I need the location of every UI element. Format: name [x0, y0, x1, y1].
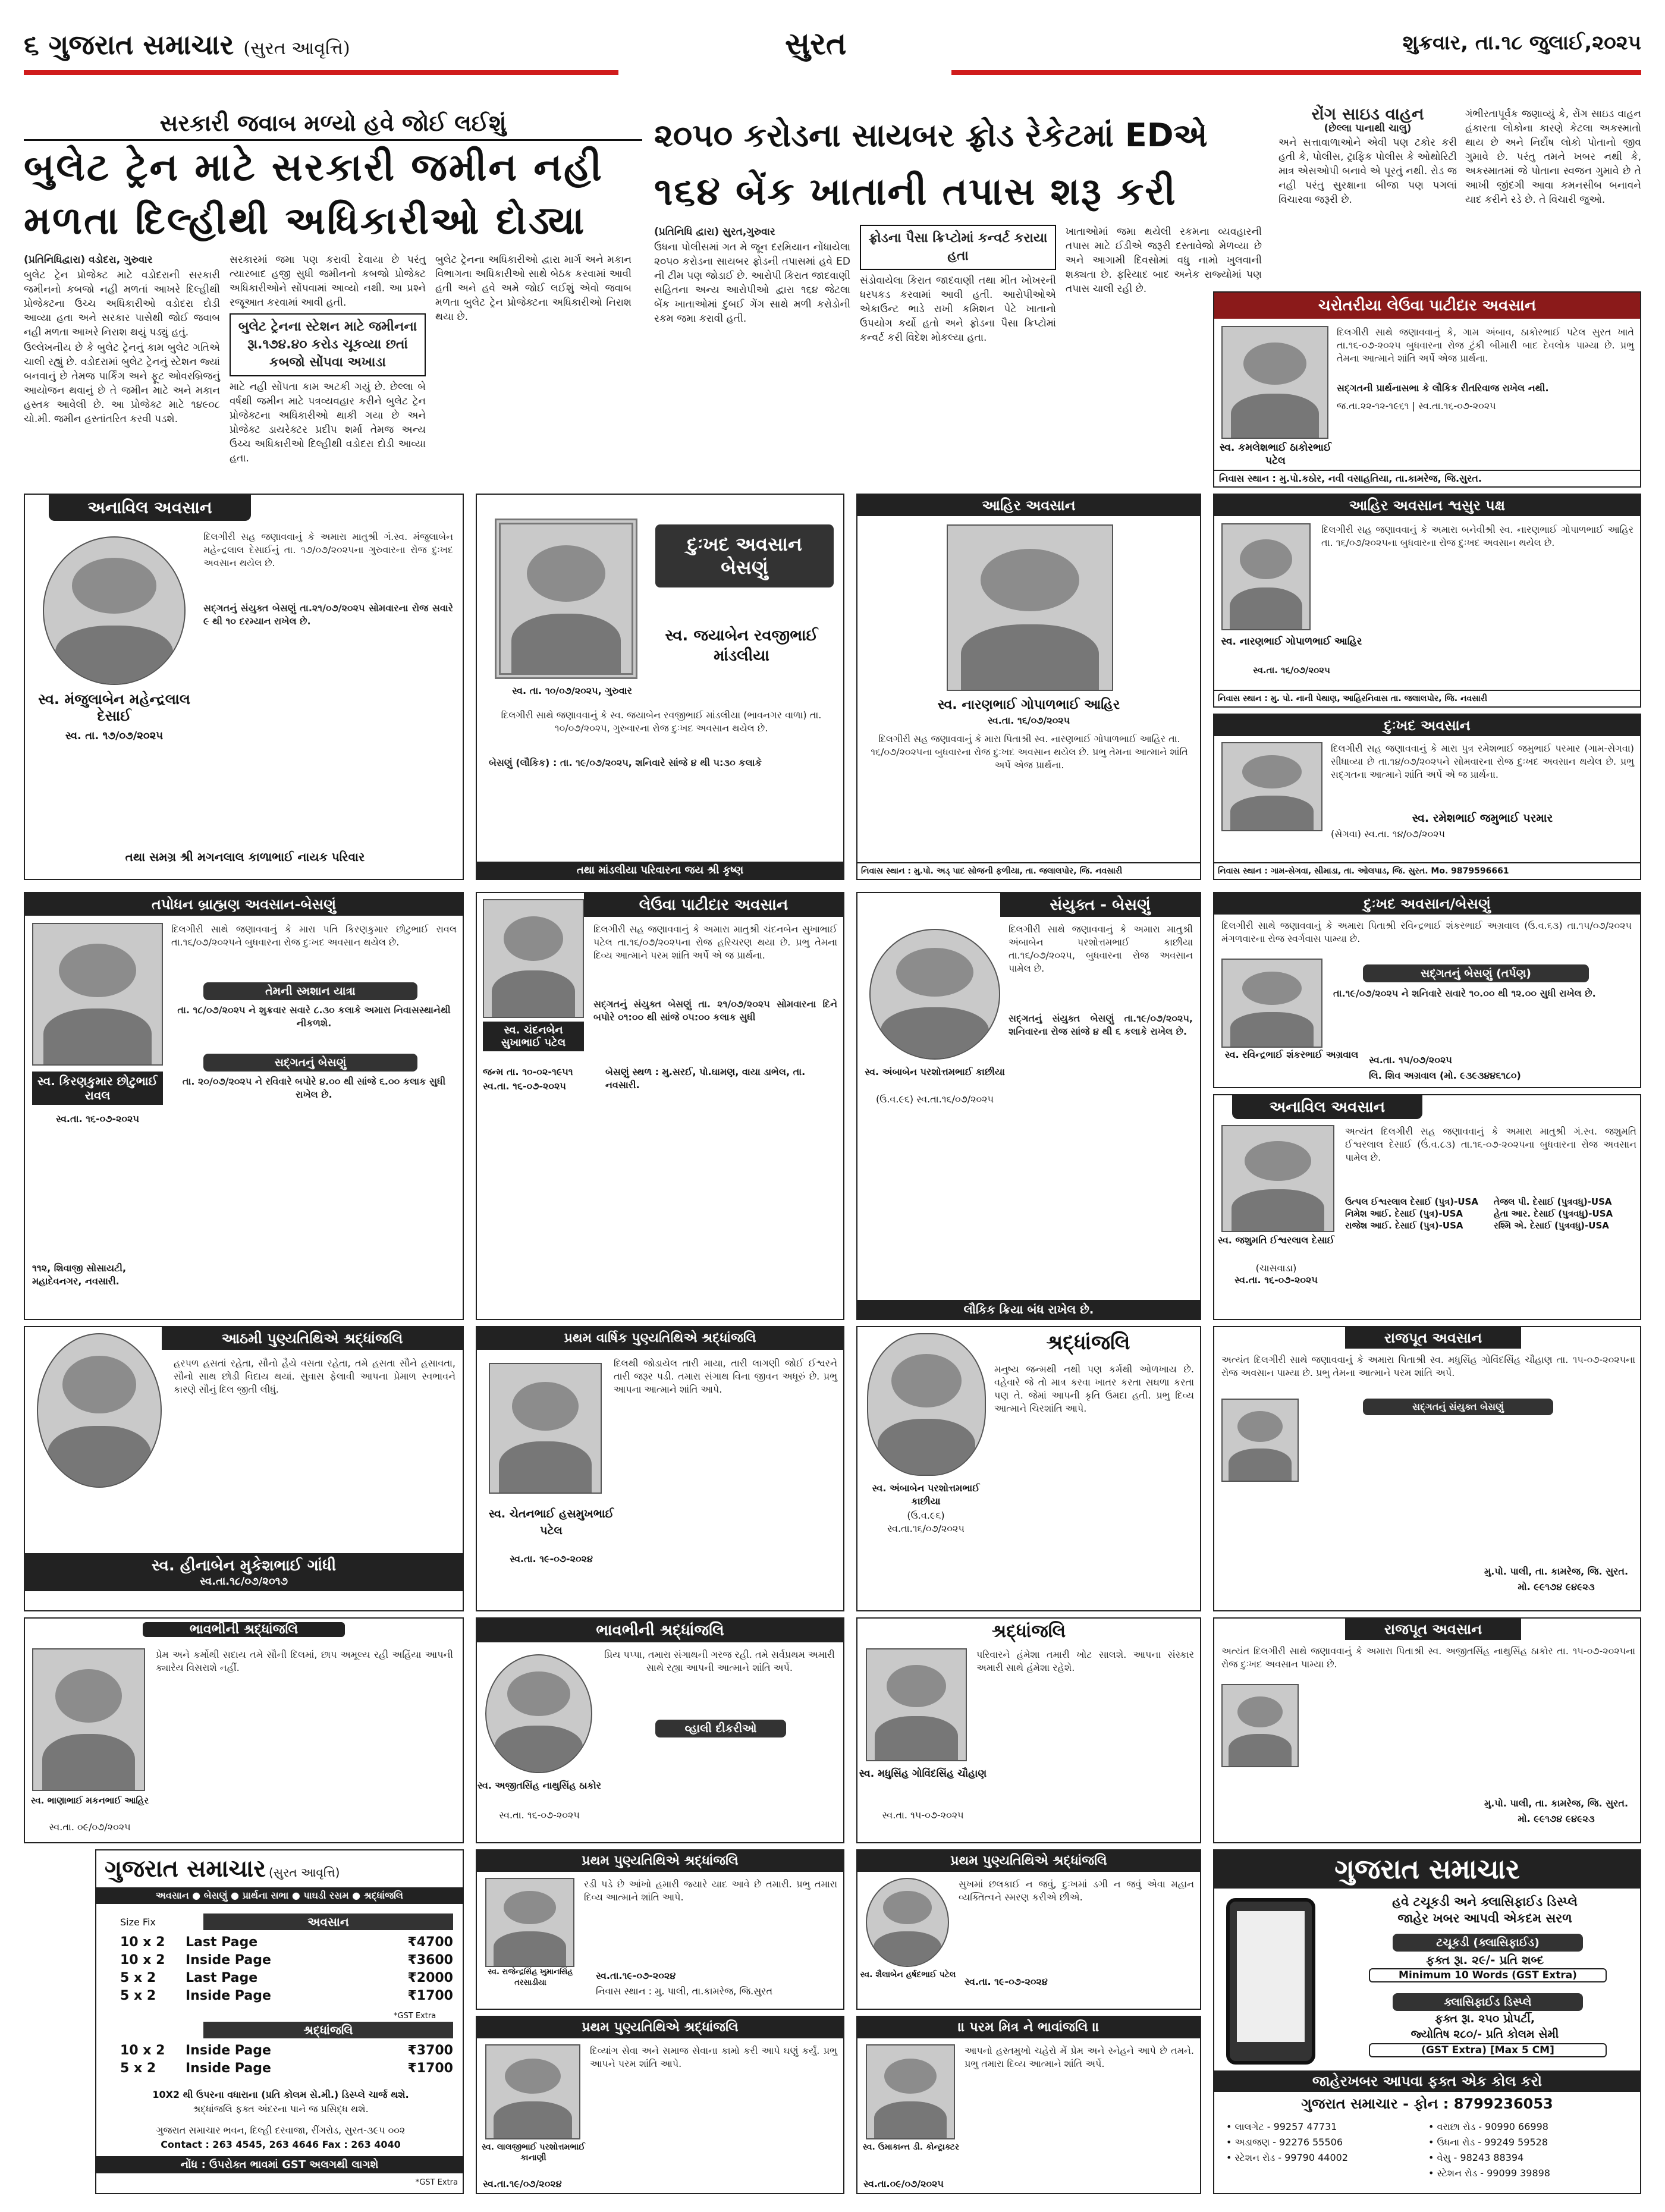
ad-title: અનાવિલ અવસાન — [49, 495, 251, 521]
dod: સ્વ.તા.૧૬/૦૭/૨૦૨૫ — [887, 1523, 965, 1534]
byline: (પ્રતિનિધિ દ્વારા) સુરત,ગુરુવાર — [654, 226, 775, 238]
page-number: ૬ — [24, 29, 39, 61]
rate-size: 10 x 2 — [120, 1935, 165, 1950]
dod: સ્વ.તા. ૧૫/૦૭/૨૦૨૫ — [1369, 1054, 1452, 1066]
phone-number[interactable]: 8799236053 — [1453, 2095, 1553, 2112]
place: (સેગવા) — [1331, 828, 1362, 840]
ad-title: દુઃખદ અવસાન બેસણું — [655, 524, 834, 587]
dod: સ્વ.તા. ૧૬-૦૭-૨૦૨૫ — [56, 1113, 139, 1124]
sabha-text: તા.૧૯/૦૭/૨૦૨૫ ને શનિવારે સવારે ૧૦.૦૦ થી ૧૨.૦૦ સુધી રાખેલ છે. — [1333, 988, 1596, 999]
family-member: હેતા આર. દેસાઈ (પુત્રવધુ)-USA — [1494, 1208, 1613, 1219]
ad-rajput-1 — [1213, 1326, 1641, 1611]
deceased-name: સ્વ. રવિન્દ્રભાઈ શંકરભાઈ અગ્રવાલ — [1224, 1049, 1359, 1060]
rate-table-obituary — [120, 1934, 453, 2005]
portrait-photo — [866, 2044, 955, 2139]
rate-card-sub: અવસાન ● બેસણું ● પ્રાર્થના સભા ● પાઘડી રસમ ● શ્રદ્ધાંજલિ — [96, 1887, 463, 1904]
dod: સ્વ.તા. ૧૬/૦૭/૨૦૨૫ — [1253, 665, 1330, 675]
story-para: બુલેટ ટ્રેન પ્રોજેક્ટ માટે વડોદરાની સરકારી જમીનનો કબજો નહી મળતાં આખરે દિલ્હીથી પ્રોજેક્ટના ઉચ્ચ અધિકારીઓ વડોદરા દોડી આવ્યા હતા અને સરકાર પાસેથી જોઈ જવાબ નહી મળતા આખરે નિરાશ થયું પડ્યું હતું. — [24, 269, 220, 338]
ad-kiran — [24, 892, 464, 1320]
ad-text: દિલગીરી સહ જણાવવાનું કે મારા પિતાશ્રી સ્વ. નારણભાઈ ગોપાળભાઈ આહિર તા. ૧૬/૦૭/૨૦૨૫ના બુધવારના રોજ દુઃખદ અવસાન થયેલ છે. પ્રભુ તેમના આત્માને શાંતિ અર્પે એજ પ્રાર્થના. — [871, 733, 1188, 771]
ad-text: દિલગીરી સાથે જણાવવાનું કે મારા પતિ કિરણકુમાર છોટુભાઈ રાવલ તા.૧૬/૦૭/૨૦૨૫ને બુધવારના રોજ દુઃખદ અવસાન થયેલ છે. — [171, 923, 457, 948]
ad-text: દિલગીરી સહ જણાવવાનું કે મારા પુત્ર રમેશભાઈ જમુભાઈ પરમાર (ગામ-સેગવા) સીધાવ્યા છે તા.૧૪/૦૭/૨૦૨૫ને સોમવારના રોજ દુઃખદ અવસાન થયેલ છે. પ્રભુ સદ્‌ગતના આત્માને શાંતિ અર્પે એ જ પ્રાર્થના. — [1331, 743, 1634, 780]
rate-page: Last Page — [186, 1971, 258, 1985]
rate-table-tribute — [120, 2042, 453, 2078]
dod: સ્વ. તા. ૧૦/૦૭/૨૦૨૫, ગુરુવાર — [512, 685, 632, 696]
story-para: સંડોવાયેલા કિરાત જાદવાણી તથા મીત ખોખરની ધરપકડ કરવામાં આવી હતી. આરોપીઓએ એકાઉન્ટ ભાડે રાખી કમિશન પેટે ખાતાનો ઉપયોગ કર્યો હતો અને ફ્રોડના પૈસા ક્રિપ્ટોમાં કન્વર્ટ કરી વિદેશ મોકલ્યા હતા. — [860, 275, 1056, 344]
ad-title: ભાવભીની શ્રદ્ધાંજલિ — [477, 1619, 843, 1642]
dob: જ.તા.૨૨-૧૨-૧૯૬૧ — [1337, 400, 1409, 411]
ad-text: દિલગીરી સહ જણાવવાનું કે અમારા બનેવીશ્રી સ્વ. નારણભાઈ ગોપાળભાઈ આહિર તા. ૧૬/૦૭/૨૦૨૫ના બુધવારના રોજ દુઃખદ અવસાન થયેલ છે. — [1321, 524, 1633, 548]
rate-size: 5 x 2 — [120, 1988, 156, 2003]
headline-2: ૧૬૪ બેંક ખાતાની તપાસ શરૂ કરી — [654, 170, 1177, 214]
rate-row — [120, 2060, 453, 2078]
portrait-photo — [485, 1654, 592, 1773]
story-para: માટે નહી સોંપતા કામ અટકી ગયું છે. છેલ્લા બે વર્ષથી જમીન માટે પત્રવ્યવહાર કરીને બુલેટ ટ્રેન પ્રોજેક્ટના અધિકારીઓ થાકી ગયા છે અને પ્રોજેક્ટ ડાયરેક્ટર પ્રદીપ શર્મા તેમજ અન્ય ઉચ્ચ અધિકારીઓ દિલ્હીથી વડોદરા દોડી આવ્યા હતા. — [230, 381, 426, 464]
rate-note: 10X2 થી ઉપરના વધારાના (પ્રતિ કોલમ સે.મી.) ડિસ્પ્લે ચાર્જ થશે. — [152, 2089, 409, 2100]
story-para: ખાતાઓમાં જમા થયેલી રકમના વ્યવહારની તપાસ માટે ઈડીએ જરૂરી દસ્તાવેજો મેળવ્યા છે અને આગામી દિવસોમાં વધુ નામો ખુલવાની શક્યતા છે. ફરિયાદ બાદ અનેક રાજ્યોમાં પણ તપાસ ચાલી રહી છે. — [1066, 226, 1262, 295]
family-line: તથા સમગ્ર શ્રી મગનલાલ કાળાભાઈ નાયક પરિવાર — [125, 850, 365, 864]
ad-madhusinh — [856, 1617, 1201, 1843]
deceased-name: સ્વ. કિરણકુમાર છોટુભાઈ રાવલ — [32, 1072, 163, 1105]
ad-madhu-shraddhanjali — [856, 1326, 1201, 1611]
sabha-text: સદ્‌ગતનું સંયુક્ત બેસણું તા.૧૯/૦૭/૨૦૨૫, શનિવારના રોજ સાંજે ૪ થી ૬ કલાકે રાખેલ છે. — [1009, 1013, 1193, 1037]
dod: સ્વ.તા.૧૬/૦૭/૨૦૨૫ — [916, 1094, 994, 1105]
ad-shaila — [856, 1849, 1201, 2010]
dod: સ્વ.તા. ૦૯/૦૭/૨૦૨૫ — [49, 1821, 131, 1833]
rate-row — [120, 1934, 453, 1952]
classified-ad — [1213, 1849, 1641, 2194]
rate-contact: Contact : 263 4545, 263 4646 Fax : 263 4040 — [161, 2139, 401, 2150]
rate-page: Inside Page — [186, 1953, 271, 1968]
portrait-photo — [485, 1878, 574, 1967]
rate-page: Inside Page — [186, 2061, 271, 2076]
address: નિવાસ સ્થાન : ગામ-સેગવા, સીમાડા, તા. ઓલપાડ, જિ. સુરત. Mo. 9879596661 — [1214, 862, 1640, 879]
deceased-name: સ્વ. ભાણાભાઈ મકનભાઈ આહિર — [30, 1795, 149, 1806]
ad-title: શ્રદ્ધાંજલિ — [1046, 1331, 1130, 1355]
place: (ચાસવાડા) — [1255, 1262, 1297, 1274]
rate-size: 5 x 2 — [120, 2061, 156, 2076]
sabha-label: સદ્‌ગતનું સંયુક્ત બેસણું — [1363, 1399, 1553, 1415]
classified-type: ટચૂકડી (ક્લાસિફાઈડ) — [1393, 1934, 1583, 1952]
ad-title: શ્રદ્ધાંજલિ — [991, 1621, 1066, 1642]
portrait-photo — [483, 899, 584, 1018]
portrait-photo — [866, 1648, 967, 1761]
rate-card-paper: ગુજરાત સમાચાર — [105, 1855, 266, 1883]
story-para: બુલેટ ટ્રેનના અધિકારીઓ દ્વારા માર્ગ અને મકાન વિભાગના અધિકારીઓ સાથે બેઠક કરવામાં આવી હતી અને હવે અમે જોઈ લઈશું એવો જવાબ મળતા બુલેટ ટ્રેન પ્રોજેક્ટના અધિકારીઓ નિરાશ થયા છે. — [435, 254, 632, 323]
ad-title: દુઃખદ અવસાન — [1214, 715, 1640, 736]
inset-box: ફ્રોડના પૈસા ક્રિપ્ટોમાં કન્વર્ટ કરાયા હતા — [860, 225, 1056, 270]
ad-title: આઠમી પુણ્યતિથિએ શ્રદ્ધાંજલિ — [162, 1327, 463, 1350]
ad-title: દુઃખદ અવસાન/બેસણું — [1214, 893, 1640, 915]
deceased-name: સ્વ. કમલેશભાઈ ઠાકોરભાઈ પટેલ — [1219, 442, 1332, 467]
address: નિવાસ સ્થાન : મુ. પાલી, તા.કામરેજ, જિ.સુરત — [596, 1985, 773, 1997]
deceased-name: સ્વ. ચેતનભાઈ હસમુખભાઈ પટેલ — [488, 1507, 614, 1537]
address: મુ.પો. પાલી, તા. કામરેજ, જિ. સુરત. — [1484, 1566, 1629, 1577]
ad-title: આહિર અવસાન શ્વસુર પક્ષ — [1214, 495, 1640, 516]
yatra-label: તેમની સ્મશાન યાત્રા — [203, 982, 417, 1000]
ad-text: દિવ્યાંગ સેવા અને સમાજ સેવાના કામો કરી આપે ઘણું કર્યું. પ્રભુ આપને પરમ શાંતિ આપે. — [590, 2045, 837, 2069]
ad-umakant — [856, 2016, 1201, 2194]
classified-gst: (GST Extra) [Max 5 CM] — [1369, 2043, 1607, 2057]
deceased-name: સ્વ. ઉમાકાન્ત ડી. કોન્ટ્રાક્ટર — [862, 2142, 960, 2152]
sabha-label: સદ્‌ગતનું બેસણું (તર્પણ) — [1363, 964, 1589, 982]
rate-note: શ્રદ્ધાંજલિ ફક્ત અંદરના પાને જ પ્રસિદ્ધ થશે. — [193, 2103, 369, 2114]
ad-text: દિલથી જોડાયેલ તારી માયા, તારી લાગણી જોઈ ઈશ્વરને તારી જરૂર પડી. તમારા સંગાથ વિના જીવન અધૂરું છે. પ્રભુ આપના આત્માને શાંતિ આપે. — [614, 1358, 837, 1395]
dod: સ્વ.તા.૧૯-૦૭-૨૦૨૪ — [596, 1970, 676, 1981]
list-heading: વ્હાલી દીકરીઓ — [655, 1720, 786, 1737]
rate-card-edition: (સુરત આવૃત્તિ) — [268, 1865, 340, 1880]
classified-line: જાહેર ખબર આપવી એકદમ સરળ — [1397, 1911, 1572, 1925]
classified-rate: ફક્ત રૂા. ૨૫૦ પ્રોપર્ટી, — [1434, 2012, 1535, 2025]
rate-price: ₹1700 — [407, 2061, 453, 2076]
inset-box: બુલેટ ટ્રેનના સ્ટેશન માટે જમીનના રૂા.૧૭૪.૪૦ કરોડ ચૂકવ્યા છતાં કબજો સોંપવા અખાડા — [230, 313, 426, 376]
portrait-photo — [37, 1333, 162, 1488]
ad-text: દિલગીરી સહ જણાવવાનું કે અમારા માતુશ્રી ચંદનબેન સુખાભાઈ પટેલ તા.૧૬/૦૭/૨૦૨૫ના રોજ હરિચરણ થયા છે. પ્રભુ તેમના દિવ્ય આત્માને પરમ શાંતિ અર્પે એ જ પ્રાર્થના. — [593, 923, 837, 961]
dob: જન્મ તા. ૧૦-૦૨-૧૯૫૧ — [483, 1066, 573, 1077]
address: બેસણું સ્થળ : મુ.સરઈ, પો.ઘામણ, વાયા ડાભેલ, તા. નવસારી. — [605, 1066, 806, 1091]
address: નિવાસ સ્થાન : મુ. પો. નાની પેથાણ, આહિરનિવાસ તા. જલાલપોર, જિ. નવસારી — [1214, 690, 1640, 706]
rate-row — [120, 1987, 453, 2005]
section-heading: અવસાન — [203, 1913, 453, 1930]
ad-rajendra — [476, 1849, 844, 2010]
portrait-photo — [43, 536, 186, 685]
ad-ahir-2 — [1213, 494, 1641, 708]
classified-rate: ફક્ત રૂા. ૨૯/- પ્રતિ શબ્દ — [1426, 1953, 1544, 1967]
portrait-photo — [866, 1878, 949, 1967]
headline-2: મળતા દિલ્હીથી અધિકારીઓ દોડ્યા — [24, 199, 586, 243]
portrait-photo — [947, 524, 1113, 691]
story-para: ગંભીરતાપૂર્વક જણાવ્યું કે, રોંગ સાઇડ વાહન હંકારતા લોકોના કારણે કેટલા અકસ્માતો થાય છે અને નિર્દોષ લોકો પોતાનો જીવ ગુમાવે છે. પરંતુ તમને ખબર નથી કે, અકસ્માતમાં જે પોતાના સ્વજન ગુમાવે છે તે આખી જીંદગી આવા કમનસીબ બનાવને યાદ કરીને રડે છે. તે વિચારી જુઓ. — [1465, 108, 1641, 206]
portrait-photo — [1221, 959, 1322, 1048]
age: (ઉ.વ.૯૬) — [875, 1094, 914, 1105]
dod: સ્વ.તા. ૧૫-૦૭-૨૦૨૫ — [882, 1809, 964, 1821]
agent-contact: • સ્ટેશન રોડ - 99099 39898 — [1428, 2167, 1550, 2179]
deceased-name: સ્વ. હીનાબેન મુકેશભાઈ ગાંધી — [151, 1557, 337, 1575]
family-member: રશ્મિ એ. દેસાઈ (પુત્રવધુ)-USA — [1494, 1220, 1609, 1231]
size-fix-label: Size Fix — [120, 1916, 156, 1928]
rate-page: Last Page — [186, 1935, 258, 1950]
ad-text: હરપળ હસતાં રહેતા, સૌનો હૈયે વસતા રહેતા, તમે હસતા સૌને હસાવતા, સૌનો સાથ છોડી વિદાય થયાં. સુવાસ ફેલાવી આપના પ્રેમાળ સ્વભાવને કારણે સૌનું દિલ જીતી લીધું. — [174, 1358, 455, 1395]
ad-text: દિલગીરી સાથે જણાવવાનું કે અમારા માતુશ્રી અંબાબેન પરશોત્તમભાઈ કાછીયા તા.૧૬/૦૭/૨૦૨૫, બુધવારના રોજ અવસાન પામેલ છે. — [1009, 923, 1193, 974]
deceased-name: સ્વ. નારણભાઈ ગોપાળભાઈ આહિર — [937, 697, 1120, 712]
besanu-text: બેસણું (લૌકિક) : તા. ૧૯/૦૭/૨૦૨૫, શનિવારે સાંજે ૪ થી ૫:૩૦ કલાકે — [489, 757, 762, 768]
deceased-name: સ્વ. જશુમતિ ઈશ્વરલાલ દેસાઈ — [1217, 1234, 1335, 1246]
deceased-name: સ્વ. અંબાબેન પરશોત્તમભાઈ કાછીયા — [872, 1482, 980, 1507]
address: નિવાસ સ્થાન : મુ.પો. અડ્‌ પાદ સોજની ફળીયા, તા. જલાલપોર, જિ. નવસારી — [857, 862, 1200, 879]
classified-min: Minimum 10 Words (GST Extra) — [1369, 1968, 1607, 1982]
deceased-name: સ્વ. શૈલાબેન હર્ષદભાઈ પટેલ — [860, 1970, 956, 1980]
ad-text: આપનો હસ્તમુખો ચહેરો મેં પ્રેમ અને સ્નેહને આપે છે તમને. પ્રભુ તમારા દિવ્ય આત્માને શાંતિ અર્પે. — [965, 2045, 1194, 2069]
date: શુક્રવાર, તા.૧૮ જુલાઈ,૨૦૨૫ — [1402, 31, 1641, 55]
rate-footer: નોંધ : ઉપરોક્ત ભાવમાં GST અલગથી લાગશે — [96, 2156, 463, 2173]
ad-title: આહિર અવસાન — [857, 495, 1200, 516]
dod: સ્વ.તા. ૧૯-૦૭-૨૦૨૪ — [510, 1553, 593, 1564]
story-wrong-side — [1278, 104, 1641, 285]
dod: સ્વ.તા. ૧૬-૦૭-૨૦૨૫ — [483, 1080, 566, 1092]
footer-note: લૌકિક ક્રિયા બંધ રાખેલ છે. — [857, 1300, 1200, 1319]
agent-contact: • લાલગેટ - 99257 47731 — [1226, 2121, 1337, 2132]
rate-card — [95, 1849, 464, 2194]
agent-contact: • સ્ટેશન રોડ - 99790 44002 — [1226, 2152, 1348, 2163]
story-para: સરકારમાં જમા પણ કરાવી દેવાયા છે પરંતુ ત્યારબાદ હજી સુધી જમીનનો કબજો પ્રોજેક્ટ અધિકારીઓને સોંપવામાં આવ્યો નથી. આ પ્રશ્ને રજૂઆત કરવામાં આવી હતી. — [230, 254, 426, 309]
story-para: ઉલ્લેખનીય છે કે બુલેટ ટ્રેનનું કામ બુલેટ ગતિએ ચાલી રહ્યું છે. વડોદરામાં બુલેટ ટ્રેનનું સ્ટેશન જ્યાં બનવાનું છે તેમજ પાર્કિંગ અને ફૂટ ઓવરબ્રિજનું આયોજન થવાનું છે તે જમીન માટે અને મકાન હસ્તક આવેલી છે. આ પ્રોજેક્ટ માટે ૧૪૯૦૮ ચો.મી. જમીન હસ્તાંતરિત કરવી પડશે. — [24, 342, 220, 425]
portrait-photo — [1221, 1399, 1299, 1482]
yatra-text: તા. ૧૮/૦૭/૨૦૨૫ ને શુક્રવાર સવારે ૮.૩૦ કલાકે અમારા નિવાસસ્થાનેથી નીકળશે. — [177, 1004, 451, 1029]
ad-title: લેઉવા પાટીદાર અવસાન — [584, 893, 843, 917]
agent-row — [1226, 2135, 1631, 2150]
ad-ajit — [476, 1617, 844, 1843]
dod: સ્વ. તા. ૧૭/૦૭/૨૦૨૫ — [65, 730, 164, 742]
rate-price: ₹4700 — [407, 1935, 453, 1950]
rate-price: ₹3700 — [407, 2043, 453, 2058]
deceased-name: સ્વ. રાજેન્દ્રસિંહ ખુમાનસિંહ તરસાડીયા — [488, 1968, 573, 1987]
byline: (પ્રતિનિધિદ્વારા) વડોદરા, ગુરુવાર — [24, 254, 153, 266]
kicker: સરકારી જવાબ મળ્યો હવે જોઈ લઈશું — [24, 107, 642, 141]
rate-price: ₹2000 — [407, 1971, 453, 1985]
phone-icon — [1226, 1898, 1315, 2065]
ad-anavil-1 — [24, 494, 464, 880]
ad-text: દિલગીરી સાથે જણાવવાનું કે સ્વ. જયાબેન રવજીભાઈ માંડલીયા (ભાવનગર વાળા) તા. ૧૦/૦૭/૨૦૨૫, ગુરુવારના રોજ દુઃખદ અવસાન થયેલ છે. — [501, 709, 822, 734]
deceased-name: સ્વ. અંબાબેન પરશોત્તમભાઈ કાછીયા — [865, 1066, 1005, 1077]
classified-type: ક્લાસિફાઈડ ડિસ્પ્લે — [1393, 1993, 1583, 2011]
rate-size: 5 x 2 — [120, 1971, 156, 1985]
portrait-photo — [867, 1333, 986, 1476]
phone-label: ગુજરાત સમાચાર - ફોન : — [1301, 2095, 1449, 2112]
call-banner: જાહેરખબર આપવા ફક્ત એક કોલ કરો — [1214, 2070, 1640, 2092]
portrait-photo — [495, 519, 637, 679]
kids-list — [1345, 1196, 1636, 1231]
ad-title: ॥ પરમ મિત્ર ને ભાવાંજલિ ॥ — [857, 2017, 1200, 2038]
dod: સ્વ.તા.૧૯/૦૭/૨૦૨૪ — [483, 2178, 562, 2189]
rate-row — [120, 2042, 453, 2060]
agent-list — [1226, 2119, 1631, 2181]
ad-title: પ્રથમ પુણ્યતિથિએ શ્રદ્ધાંજલિ — [477, 2017, 843, 2038]
contact: મો. ૯૯૧૭૪ ૯૪૯૨૩ — [1518, 1581, 1595, 1592]
portrait-photo — [1221, 1684, 1299, 1767]
besanu-text: તા. ૨૦/૦૭/૨૦૨૫ ને રવિવારે બપોરે ૪.૦૦ થી સાંજે ૬.૦૦ કલાક સુધી રાખેલ છે. — [182, 1076, 446, 1100]
ad-title: પ્રથમ વાર્ષિક પુણ્યતિથિએ શ્રદ્ધાંજલિ — [477, 1327, 843, 1350]
contact: લિ. શિવ અગ્રવાલ (મો. ૯૩૯૩૪૪૬૧૮૦) — [1369, 1070, 1521, 1081]
deceased-name: સ્વ. ચંદનબેન સુખાભાઈ પટેલ — [483, 1022, 584, 1051]
deceased-name: સ્વ. રમેશભાઈ જમુભાઈ પરમાર — [1412, 812, 1553, 825]
ad-text: દિલગીરી સાથે જણાવવાનું કે, ગામ અંબાવ, ઠાકોરભાઈ પટેલ સુરત ખાતે તા.૧૬-૦૭-૨૦૨૫ બુધવારના રોજ ટુંકી બીમારી બાદ દેવલોક પામ્યા છે. પ્રભુ તેમના આત્માને શાંતિ અર્પે એજ પ્રાર્થના. — [1337, 326, 1634, 364]
rate-row — [120, 1952, 453, 1969]
deceased-name: સ્વ. મંજુલાબેન મહેન્દ્રલાલ દેસાઈ — [38, 691, 190, 724]
masthead — [24, 24, 1641, 107]
deceased-name: સ્વ. અજીતસિંહ નાથુસિંહ ઠાકોર — [477, 1780, 601, 1791]
ad-chandan — [476, 892, 844, 1320]
headline-1: બુલેટ ટ્રેન માટે સરકારી જમીન નહી — [24, 146, 604, 190]
rate-size: 10 x 2 — [120, 2043, 165, 2058]
agent-contact: • ઉધના રોડ - 99249 59528 — [1428, 2136, 1548, 2148]
dod: સ્વ.તા. ૧૬-૦૭-૨૦૨૫ — [1234, 1274, 1318, 1286]
portrait-photo — [32, 923, 163, 1066]
gst-note: *GST Extra — [415, 2178, 458, 2187]
rate-address: ગુજરાત સમાચાર ભવન, દિલ્હી દરવાજા, રીંગરોડ, સુરત-૩૯૫ ૦૦૨ — [156, 2125, 406, 2136]
agent-row — [1226, 2166, 1631, 2181]
gst-note: *GST Extra — [394, 2012, 436, 2021]
ad-title: પ્રથમ પુણ્યતિથિએ શ્રદ્ધાંજલિ — [477, 1850, 843, 1872]
masthead-rule — [24, 70, 618, 75]
ad-lalu — [476, 2016, 844, 2194]
rate-size: 10 x 2 — [120, 1953, 165, 1968]
sabha-text: સદ્‌ગતનું સંયુક્ત બેસણું તા.૨૧/૦૭/૨૦૨૫ સોમવારના રોજ સવારે ૯ થી ૧૦ દરમ્યાન રાખેલ છે. — [203, 602, 453, 627]
family-line: તથા માંડલીયા પરિવારના જય શ્રી કૃષ્ણ — [477, 862, 843, 879]
classified-rate: જ્યોતિષ ૨૮૦/- પ્રતિ કોલમ સેમી — [1410, 2028, 1559, 2041]
ad-anavil-2 — [1213, 1094, 1641, 1320]
ad-title: ભાવભીની શ્રદ્ધાંજલિ — [143, 1622, 345, 1637]
ad-rajput-2 — [1213, 1617, 1641, 1843]
ad-text: પરિવારને હંમેશા તમારી ખોટ સાલશે. આપના સંસ્કાર અમારી સાથે હંમેશા રહેશે. — [976, 1649, 1194, 1673]
rate-price: ₹1700 — [407, 1988, 453, 2003]
rate-row — [120, 1969, 453, 1987]
ad-ahir-1 — [856, 494, 1201, 880]
address: નિવાસ સ્થાન : મુ.પો.કઠોર, નવી વસાહતિયા, તા.કામરેજ, જિ.સુરત. — [1214, 470, 1640, 486]
family-member: તેજલ પી. દેસાઈ (પુત્રવધુ)-USA — [1494, 1196, 1612, 1207]
classified-line: હવે ટચૂકડી અને ક્લાસિફાઈડ ડિસ્પ્લે — [1392, 1894, 1578, 1909]
besanu-label: સદ્‌ગતનું બેસણું — [203, 1054, 417, 1072]
rate-price: ₹3600 — [407, 1953, 453, 1968]
agent-contact: • વરાછા રોડ - 90990 66998 — [1428, 2121, 1548, 2132]
agent-contact — [1226, 2166, 1428, 2181]
ad-bhavbhini-1 — [24, 1617, 464, 1843]
rate-page: Inside Page — [186, 2043, 271, 2058]
dod: સ્વ.તા.૦૯/૦૭/૨૦૨૫ — [863, 2178, 944, 2189]
portrait-photo — [485, 2044, 580, 2139]
ad-note: સદ્‌ગતની પ્રાર્થનાસભા કે લૌકિક રીતરિવાજ રાખેલ નથી. — [1337, 382, 1549, 394]
ad-title: રાજપૂત અવસાન — [1345, 1619, 1521, 1640]
ad-amba — [856, 892, 1201, 1320]
story-cyber-fraud — [654, 107, 1267, 476]
dod: સ્વ.તા. ૧૬/૦૭/૨૦૨૫ — [987, 715, 1070, 726]
ad-title: તપોધન બ્રાહ્મણ અવસાન-બેસણું — [25, 893, 463, 916]
dod: સ્વ.તા. ૧૬-૦૭-૨૦૨૫ — [499, 1809, 580, 1821]
dod: સ્વ.તા.૧૬-૦૭-૨૦૨૫ — [1418, 400, 1496, 411]
ad-text: અત્યંત દિલગીરી સાથે જણાવવાનું કે અમારા પિતાશ્રી સ્વ. મધુસિંહ ગોવિંદસિંહ ચૌહાણ તા. ૧૫-૦૭-૨૦૨૫ના રોજ અવસાન પામ્યા છે. પ્રભુ તેમના આત્માને પરમ શાંતિ અર્પે. — [1221, 1354, 1635, 1378]
agent-row — [1226, 2150, 1631, 2166]
family-member: નિમેશ આઈ. દેસાઈ (પુત્ર)-USA — [1345, 1208, 1463, 1219]
ad-jayaben — [476, 494, 844, 880]
classified-paper: ગુજરાત સમાચાર — [1214, 1850, 1640, 1889]
family-member: રાજેશ આઈ. દેસાઈ (પુત્ર)-USA — [1345, 1220, 1463, 1231]
ad-text: અત્યંત દિલગીરી સાથે જણાવવાનું કે અમારા પિતાશ્રી સ્વ. અજીતસિંહ નાથુસિંહ ઠાકોર તા. ૧૫-૦૭-૨૦૨૫ના રોજ દુઃખદ અવસાન પામ્યા છે. — [1221, 1645, 1635, 1670]
ad-title: રાજપૂત અવસાન — [1345, 1327, 1521, 1349]
portrait-photo — [32, 1648, 145, 1791]
ad-title: સંયુક્ત - બેસણું — [1000, 893, 1200, 917]
portrait-photo — [1221, 523, 1311, 630]
ad-text: દિલગીરી સહ જણાવવાનું કે અમારા માતુશ્રી ગં.સ્વ. મંજુલાબેન મહેન્દ્રલાલ દેસાઈનું તા. ૧૭/૦૭/૨૦૨૫ના ગુરુવારના રોજ દુઃખદ અવસાન થયેલ છે. — [203, 531, 453, 568]
story-sub: (છેલ્લા પાનાથી ચાલુ) — [1324, 122, 1412, 134]
section-heading: શ્રદ્ધાંજલિ — [203, 2022, 453, 2038]
portrait-photo — [869, 929, 1000, 1060]
ad-text: પ્રેમ અને કર્મોથી સદાય તમે સૌની દિલમાં, છાપ અમૂલ્ય રહી અહિંયા આપની ક્યારેય વિસરાશે નહીં. — [156, 1649, 453, 1673]
edition: (સુરત આવૃત્તિ) — [243, 38, 350, 59]
ad-ravindra — [1213, 892, 1641, 1088]
address: મુ.પો. પાલી, તા. કામરેજ, જિ. સુરત. — [1484, 1798, 1629, 1809]
ad-text: અત્યંત દિલગીરી સહ જણાવવાનું કે અમારા માતુશ્રી ગં.સ્વ. જશુમતિ ઈશ્વરલાલ દેસાઈ (ઉં.વ.૮૩) તા.૧૬-૦૭-૨૦૨૫ના બુધવારના રોજ અવસાન પામેલ છે. — [1345, 1126, 1636, 1163]
dod: સ્વ.તા. ૧૯-૦૭-૨૦૨૪ — [965, 1976, 1048, 1987]
story-bullet-train — [24, 107, 642, 476]
sabha-text: સદ્‌ગતનું સંયુક્ત બેસણું તા. ૨૧/૦૭/૨૦૨૫ સોમવારના દિને બપોરે ૦૧:૦૦ થી સાંજે ૦૫:૦૦ કલાક સુધી — [593, 998, 837, 1023]
ad-title: ચરોતરીયા લેઉવા પાટીદાર અવસાન — [1214, 293, 1640, 319]
ad-text: સુખમાં છલકાઈ ન જવું, દુઃખમાં ડગી ન જવું એવા મહાન વ્યક્તિત્વને સ્મરણ કરીએ છીએ. — [959, 1878, 1194, 1903]
family-member: ઉત્પલ ઈશ્વરલાલ દેસાઈ (પુત્ર)-USA — [1345, 1196, 1478, 1207]
rate-page: Inside Page — [186, 1988, 271, 2003]
deceased-name: સ્વ. લાલજીભાઈ પરશોત્તમભાઈ કાનાણી — [482, 2142, 585, 2163]
dod: સ્વ.તા. ૧૪/૦૭/૨૦૨૫ — [1364, 828, 1446, 840]
agent-row — [1226, 2119, 1631, 2135]
dod: સ્વ.તા.૧૮/૦૭/૨૦૧૭ — [199, 1575, 288, 1588]
ad-text: દિલગીરી સાથે જણાવવાનું કે અમારા પિતાશ્રી રવિન્દ્રભાઈ શંકરભાઈ અગ્રવાલ (ઉ.વ.૬૩) તા.૧૫/૦૭/૨૦૨૫ મંગળવારના રોજ સ્વર્ગવાસ પામ્યા છે. — [1221, 920, 1632, 944]
address: ૧૧૨, શિવાજી સોસાયટી, મહાદેવનગર, નવસારી. — [32, 1262, 127, 1287]
portrait-photo — [1221, 742, 1322, 831]
ad-text: પ્રિય પપ્પા, તમારા સંગાથની ગરજ રહી. તમે સર્વપ્રથમ અમારી સાથે રહ્યા આપની આત્માને શાંતિ અર્પે. — [604, 1649, 835, 1673]
contact: મો. ૯૯૧૭૪ ૯૪૯૨૩ — [1518, 1813, 1595, 1824]
story-para: અને સત્તાવાળાઓને એવી પણ ટકોર કરી હતી કે, પોલીસ, ટ્રાફિક પોલીસ કે ઓથોરિટી માત્ર એસઓપી બનાવે એ પૂરતું નથી. રોડ જ નહી પરંતુ સુરક્ષાના બીજા પણ પગલાં વિચારવા જરૂરી છે. — [1278, 137, 1457, 206]
story-para: ઉધના પોલીસમાં ગત મે જૂન દરમિયાન નોંધાયેલા ૨૦૫૦ કરોડના સાયબર ફ્રોડની તપાસમાં હવે ED ની ટીમ પણ જોડાઈ છે. આરોપી કિરાત જાદવાણી સહિતના અન્ય આરોપીઓ દ્વારા ૧૬૪ જેટલા બેંક ખાતાઓમાં દુબઈ ગેંગ સાથે મળી કરોડોની રકમ જમા કરાવી હતી. — [654, 241, 850, 325]
portrait-photo — [489, 1363, 602, 1494]
portrait-photo — [1221, 326, 1328, 439]
ad-hina — [24, 1326, 464, 1611]
portrait-photo — [1221, 1125, 1334, 1232]
deceased-name: સ્વ. નારણભાઈ ગોપાળભાઈ આહિર — [1221, 636, 1362, 648]
ad-text: રડી પડે છે આંખો હમારી જ્યારે યાદ આવે છે તમારી. પ્રભુ તમારા દિવ્ય આત્માને શાંતિ આપે. — [584, 1878, 837, 1903]
story-title: રોંગ સાઇડ વાહન — [1311, 104, 1424, 124]
ad-title: અનાવિલ અવસાન — [1232, 1095, 1422, 1119]
headline-1: ૨૦૫૦ કરોડના સાયબર ફ્રોડ રેકેટમાં EDએ — [654, 117, 1208, 154]
ad-charotariya: ચરોતરીયા લેઉવા પાટીદાર અવસાન સ્વ. કમલેશભાઈ ઠાકોરભાઈ પટેલ દિલગીરી સાથે જણાવવાનું કે, ગામ અંબાવ, ઠાકોરભાઈ પટેલ સુરત ખાતે તા.૧૬-૦૭-૨૦૨૫ બુધવારના રોજ ટુંકી બીમારી બાદ દેવલોક પામ્યા છે. પ્રભુ તેમના આત્માને શાંતિ અર્પે એજ પ્રાર્થના. સદ્‌ગતની પ્રાર્થનાસભા કે લૌકિક રીતરિવાજ રાખેલ નથી. જ.તા.૨૨-૧૨-૧૯૬૧ | સ્વ.તા.૧૬-૦૭-૨૦૨૫ નિવાસ સ્થાન : મુ.પો.કઠોર, નવી વસાહતિયા, તા.કામરેજ, જિ.સુરત. — [1213, 291, 1641, 488]
agent-contact: • વેસુ - 98243 88394 — [1428, 2152, 1524, 2163]
agent-contact: • અડાજણ - 92276 55506 — [1226, 2136, 1343, 2148]
ad-text: મનુષ્ય જન્મથી નથી પણ કર્મથી ઓળખાય છે. વહેવારે જે તો માત્ર કરવા ખાતર કરતા સઘળા કરતા પણ તે. જેમાં આપની કૃતિ ઉમદા હતી. પ્રભુ દિવ્ય આત્માને ચિરશાંતિ આપે. — [994, 1363, 1194, 1414]
city-title: સુરત — [785, 26, 847, 62]
paper-name: ગુજરાત સમાચાર — [48, 29, 234, 61]
deceased-name: સ્વ. જયાબેન રવજીભાઈ માંડલીયા — [665, 627, 818, 665]
deceased-name: સ્વ. મધુસિંહ ગોવિંદસિંહ ચૌહાણ — [859, 1768, 987, 1780]
age: (ઉ.વ.૯૬) — [907, 1510, 945, 1521]
ad-chetan — [476, 1326, 844, 1611]
ad-ramesh — [1213, 714, 1641, 880]
ad-title: પ્રથમ પુણ્યતિથિએ શ્રદ્ધાંજલિ — [857, 1850, 1200, 1872]
